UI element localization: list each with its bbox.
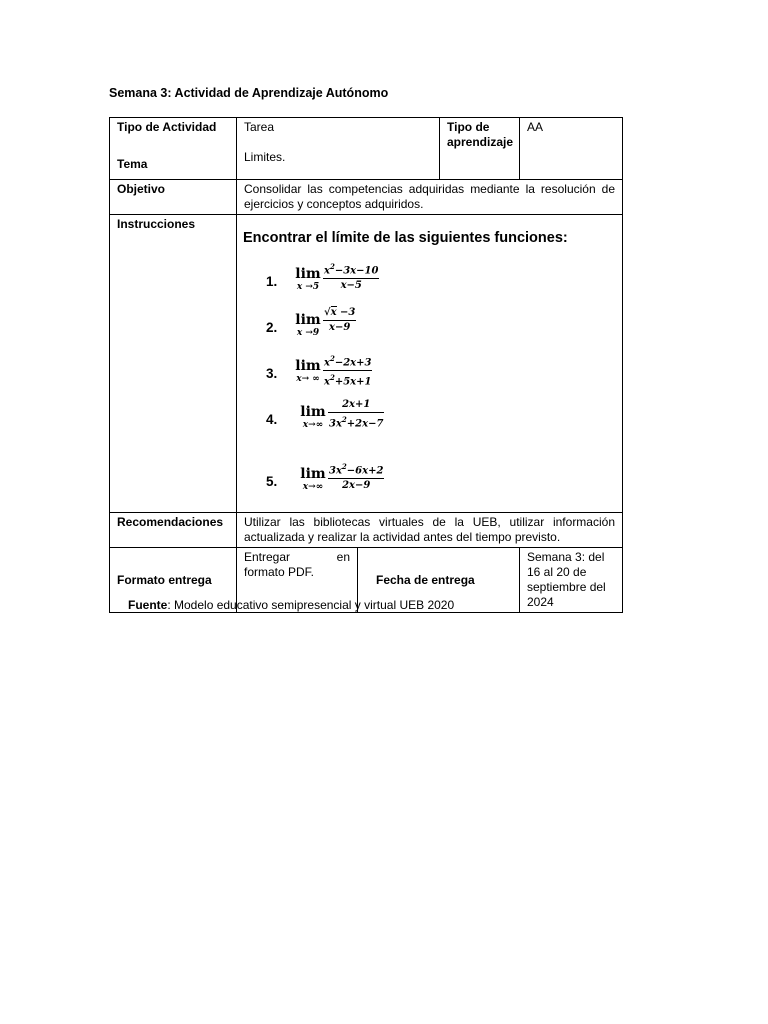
source-footnote [128,598,454,612]
tipo-aprendizaje-value: AA [520,118,623,180]
problem-number: 5. [266,474,278,489]
problem-number: 4. [266,412,278,427]
source-text: : Modelo educativo semipresencial y virtual UEB 2020 [167,598,455,612]
problem-number: 3. [266,366,278,381]
row-tipo-actividad [110,118,623,180]
tipo-aprendizaje-label: Tipo de aprendizaje [440,118,520,180]
row-objetivo [110,180,623,215]
tipo-actividad-label: Tipo de Actividad [117,120,217,134]
instrucciones-heading: Encontrar el límite de las siguientes funciones: [243,230,568,246]
limit-expression: $\frac{x^2-2x+3}{x^2+5x+1}$ [324,354,372,388]
tipo-actividad-value: Tarea [244,120,275,134]
limit-expression: $\frac{3x^2-6x+2}{2x-9}$ [329,462,384,492]
tema-label: Tema [117,157,148,171]
limit-operator: lim x →5 [295,266,321,292]
limit-expression: $\frac{√x -3}{x-9}$ [324,307,356,333]
tipo-actividad-cell [110,118,237,180]
page-title: Semana 3: Actividad de Aprendizaje Autónomo [109,86,389,100]
formato-label: Formato entrega [110,548,237,613]
limit-problem-4 [243,398,615,460]
source-label: Fuente [128,598,168,612]
limit-problem-1 [243,260,615,306]
row-instrucciones [110,215,623,513]
recomendaciones-value: Utilizar las bibliotecas virtuales de la UEB, utilizar información actualizada y realizar la actividad antes del tiempo previsto. [237,513,623,548]
activity-table [109,117,623,613]
limit-operator: lim x→ ∞ [295,358,321,384]
fecha-label: Fecha de entrega [358,548,520,613]
row-recomendaciones [110,513,623,548]
objetivo-label: Objetivo [110,180,237,215]
instrucciones-content [237,215,623,513]
limit-expression: $\frac{2x+1}{3x^2+2x-7}$ [329,399,384,430]
limit-problem-5 [243,460,615,506]
limit-operator: lim x→∞ [300,466,326,492]
limit-operator: lim x→∞ [300,404,326,430]
tema-value: Limites. [244,150,286,164]
formato-value: Entregar en formato PDF. [237,548,358,613]
problem-number: 2. [266,320,278,335]
instrucciones-label: Instrucciones [110,215,237,513]
recomendaciones-label: Recomendaciones [110,513,237,548]
problem-number: 1. [266,274,278,289]
limit-operator: lim x →9 [295,312,321,338]
limit-expression: $\frac{x^2-3x-10}{x-5}$ [324,262,379,292]
objetivo-value: Consolidar las competencias adquiridas mediante la resolución de ejercicios y conceptos adquiridos. [237,180,623,215]
tipo-actividad-value-cell [237,118,440,180]
limit-problem-2 [243,306,615,352]
limit-problem-3 [243,352,615,398]
fecha-value: Semana 3: del 16 al 20 de septiembre del 2024 [520,548,623,613]
